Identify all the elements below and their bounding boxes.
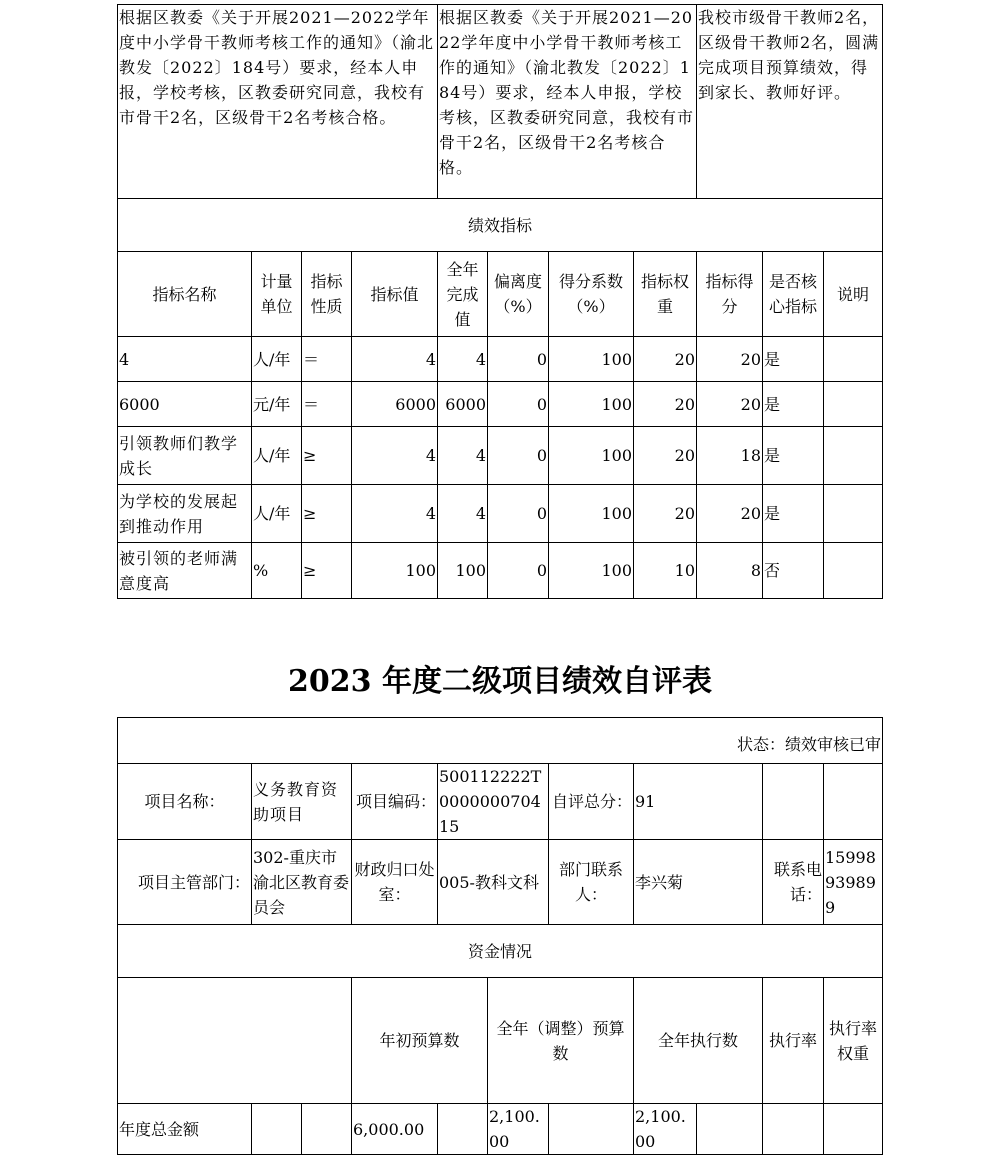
indicator-core: 否 bbox=[763, 543, 824, 599]
total-amount-label: 年度总金额 bbox=[118, 1104, 252, 1155]
indicator-nature: ＝ bbox=[302, 337, 352, 382]
performance-table bbox=[117, 4, 883, 599]
indicator-score: 20 bbox=[697, 337, 763, 382]
col-header: 执行率 bbox=[763, 978, 824, 1104]
contact-value: 李兴菊 bbox=[634, 840, 763, 925]
indicator-weight: 20 bbox=[634, 382, 697, 427]
indicator-nature: ＝ bbox=[302, 382, 352, 427]
col-header: 得分系数（%） bbox=[549, 252, 634, 337]
indicator-actual: 100 bbox=[438, 543, 488, 599]
empty-cell bbox=[252, 1104, 302, 1155]
indicator-core: 是 bbox=[763, 337, 824, 382]
empty-cell bbox=[118, 978, 352, 1104]
table-row bbox=[118, 485, 883, 543]
indicator-coef: 100 bbox=[549, 543, 634, 599]
col-header: 全年执行数 bbox=[634, 978, 763, 1104]
project-info-row bbox=[118, 764, 883, 840]
indicator-target: 6000 bbox=[352, 382, 438, 427]
project-name-value: 义务教育资助项目 bbox=[252, 764, 352, 840]
indicator-score: 20 bbox=[697, 485, 763, 543]
indicator-core: 是 bbox=[763, 382, 824, 427]
page-title: 2023 年度二级项目绩效自评表 bbox=[288, 664, 712, 699]
self-score-value: 91 bbox=[634, 764, 763, 840]
indicator-unit: 人/年 bbox=[252, 427, 302, 485]
indicator-target: 4 bbox=[352, 427, 438, 485]
indicator-coef: 100 bbox=[549, 427, 634, 485]
indicator-actual: 4 bbox=[438, 485, 488, 543]
project-code-label: 项目编码： bbox=[352, 764, 438, 840]
indicator-note bbox=[824, 337, 883, 382]
col-header: 全年完成值 bbox=[438, 252, 488, 337]
col-header: 计量单位 bbox=[252, 252, 302, 337]
indicator-name: 引领教师们教学成长 bbox=[118, 427, 252, 485]
table-row bbox=[118, 1104, 883, 1155]
department-info-row bbox=[118, 840, 883, 925]
col-header: 年初预算数 bbox=[352, 978, 488, 1104]
indicator-core: 是 bbox=[763, 427, 824, 485]
indicator-nature: ≥ bbox=[302, 485, 352, 543]
project-code-value: 500112222T000000070415 bbox=[438, 764, 549, 840]
indicator-note bbox=[824, 427, 883, 485]
empty-cell bbox=[824, 1104, 883, 1155]
col-header: 指标值 bbox=[352, 252, 438, 337]
indicator-deviation: 0 bbox=[488, 382, 549, 427]
indicator-nature: ≥ bbox=[302, 543, 352, 599]
phone-label: 联系电话： bbox=[763, 840, 824, 925]
empty-cell bbox=[302, 1104, 352, 1155]
indicator-note bbox=[824, 543, 883, 599]
indicator-weight: 20 bbox=[634, 485, 697, 543]
indicator-coef: 100 bbox=[549, 485, 634, 543]
indicator-name: 4 bbox=[118, 337, 252, 382]
col-header: 是否核心指标 bbox=[763, 252, 824, 337]
indicator-unit: % bbox=[252, 543, 302, 599]
indicator-score: 20 bbox=[697, 382, 763, 427]
indicator-name: 被引领的老师满意度高 bbox=[118, 543, 252, 599]
indicator-score: 18 bbox=[697, 427, 763, 485]
table-row bbox=[118, 337, 883, 382]
indicator-target: 100 bbox=[352, 543, 438, 599]
table-row bbox=[118, 427, 883, 485]
status-label: 状态：绩效审核已审 bbox=[118, 718, 883, 764]
empty-cell bbox=[549, 1104, 634, 1155]
indicator-coef: 100 bbox=[549, 382, 634, 427]
indicator-core: 是 bbox=[763, 485, 824, 543]
indicator-name: 6000 bbox=[118, 382, 252, 427]
completion-summary-text: 我校市级骨干教师2名，区级骨干教师2名，圆满完成项目预算绩效，得到家长、教师好评。 bbox=[697, 5, 883, 199]
col-header: 指标权重 bbox=[634, 252, 697, 337]
self-score-label: 自评总分： bbox=[549, 764, 634, 840]
indicator-deviation: 0 bbox=[488, 337, 549, 382]
indicator-weight: 20 bbox=[634, 427, 697, 485]
funds-column-headers bbox=[118, 978, 883, 1104]
finance-value: 005-教科文科 bbox=[438, 840, 549, 925]
col-header: 指标名称 bbox=[118, 252, 252, 337]
indicator-unit: 元/年 bbox=[252, 382, 302, 427]
phone-value: 15998939899 bbox=[824, 840, 883, 925]
col-header: 指标得分 bbox=[697, 252, 763, 337]
indicator-target: 4 bbox=[352, 485, 438, 543]
summary-row bbox=[118, 5, 883, 199]
indicator-name: 为学校的发展起到推动作用 bbox=[118, 485, 252, 543]
empty-cell bbox=[438, 1104, 488, 1155]
indicator-nature: ≥ bbox=[302, 427, 352, 485]
annual-goal-text: 根据区教委《关于开展2021—2022学年度中小学骨干教师考核工作的通知》（渝北教发〔2022〕184号）要求，经本人申报，学校考核，区教委研究同意，我校有市骨干2名，区级骨干2名考核合格。 bbox=[118, 5, 438, 199]
indicator-actual: 4 bbox=[438, 337, 488, 382]
table-row bbox=[118, 382, 883, 427]
dept-label: 项目主管部门： bbox=[118, 840, 252, 925]
indicator-coef: 100 bbox=[549, 337, 634, 382]
contact-label: 部门联系人： bbox=[549, 840, 634, 925]
indicator-note bbox=[824, 485, 883, 543]
table-row bbox=[118, 543, 883, 599]
finance-label: 财政归口处室： bbox=[352, 840, 438, 925]
indicator-weight: 10 bbox=[634, 543, 697, 599]
col-header: 全年（调整）预算数 bbox=[488, 978, 634, 1104]
indicator-actual: 6000 bbox=[438, 382, 488, 427]
perf-indicators-header: 绩效指标 bbox=[118, 199, 883, 252]
total-budget-value: 6,000.00 bbox=[352, 1104, 438, 1155]
empty-cell bbox=[697, 1104, 763, 1155]
col-header: 指标性质 bbox=[302, 252, 352, 337]
col-header: 说明 bbox=[824, 252, 883, 337]
actual-completion-text: 根据区教委《关于开展2021—2022学年度中小学骨干教师考核工作的通知》（渝北教发〔2022〕184号）要求，经本人申报，学校考核，区教委研究同意，我校有市骨干2名，区级骨干2名考核合格。 bbox=[438, 5, 697, 199]
indicator-deviation: 0 bbox=[488, 485, 549, 543]
total-adjusted-value: 2,100.00 bbox=[488, 1104, 549, 1155]
project-name-label: 项目名称： bbox=[118, 764, 252, 840]
self-eval-table bbox=[117, 717, 883, 1155]
col-header: 执行率权重 bbox=[824, 978, 883, 1104]
total-executed-value: 2,100.00 bbox=[634, 1104, 697, 1155]
empty-cell bbox=[763, 764, 824, 840]
indicator-actual: 4 bbox=[438, 427, 488, 485]
indicator-target: 4 bbox=[352, 337, 438, 382]
indicator-unit: 人/年 bbox=[252, 337, 302, 382]
dept-value: 302-重庆市渝北区教育委员会 bbox=[252, 840, 352, 925]
col-header: 偏离度（%） bbox=[488, 252, 549, 337]
indicator-score: 8 bbox=[697, 543, 763, 599]
empty-cell bbox=[824, 764, 883, 840]
indicator-weight: 20 bbox=[634, 337, 697, 382]
indicator-deviation: 0 bbox=[488, 427, 549, 485]
indicator-unit: 人/年 bbox=[252, 485, 302, 543]
indicator-note bbox=[824, 382, 883, 427]
empty-cell bbox=[763, 1104, 824, 1155]
perf-column-headers bbox=[118, 252, 883, 337]
funds-header: 资金情况 bbox=[118, 925, 883, 978]
indicator-deviation: 0 bbox=[488, 543, 549, 599]
